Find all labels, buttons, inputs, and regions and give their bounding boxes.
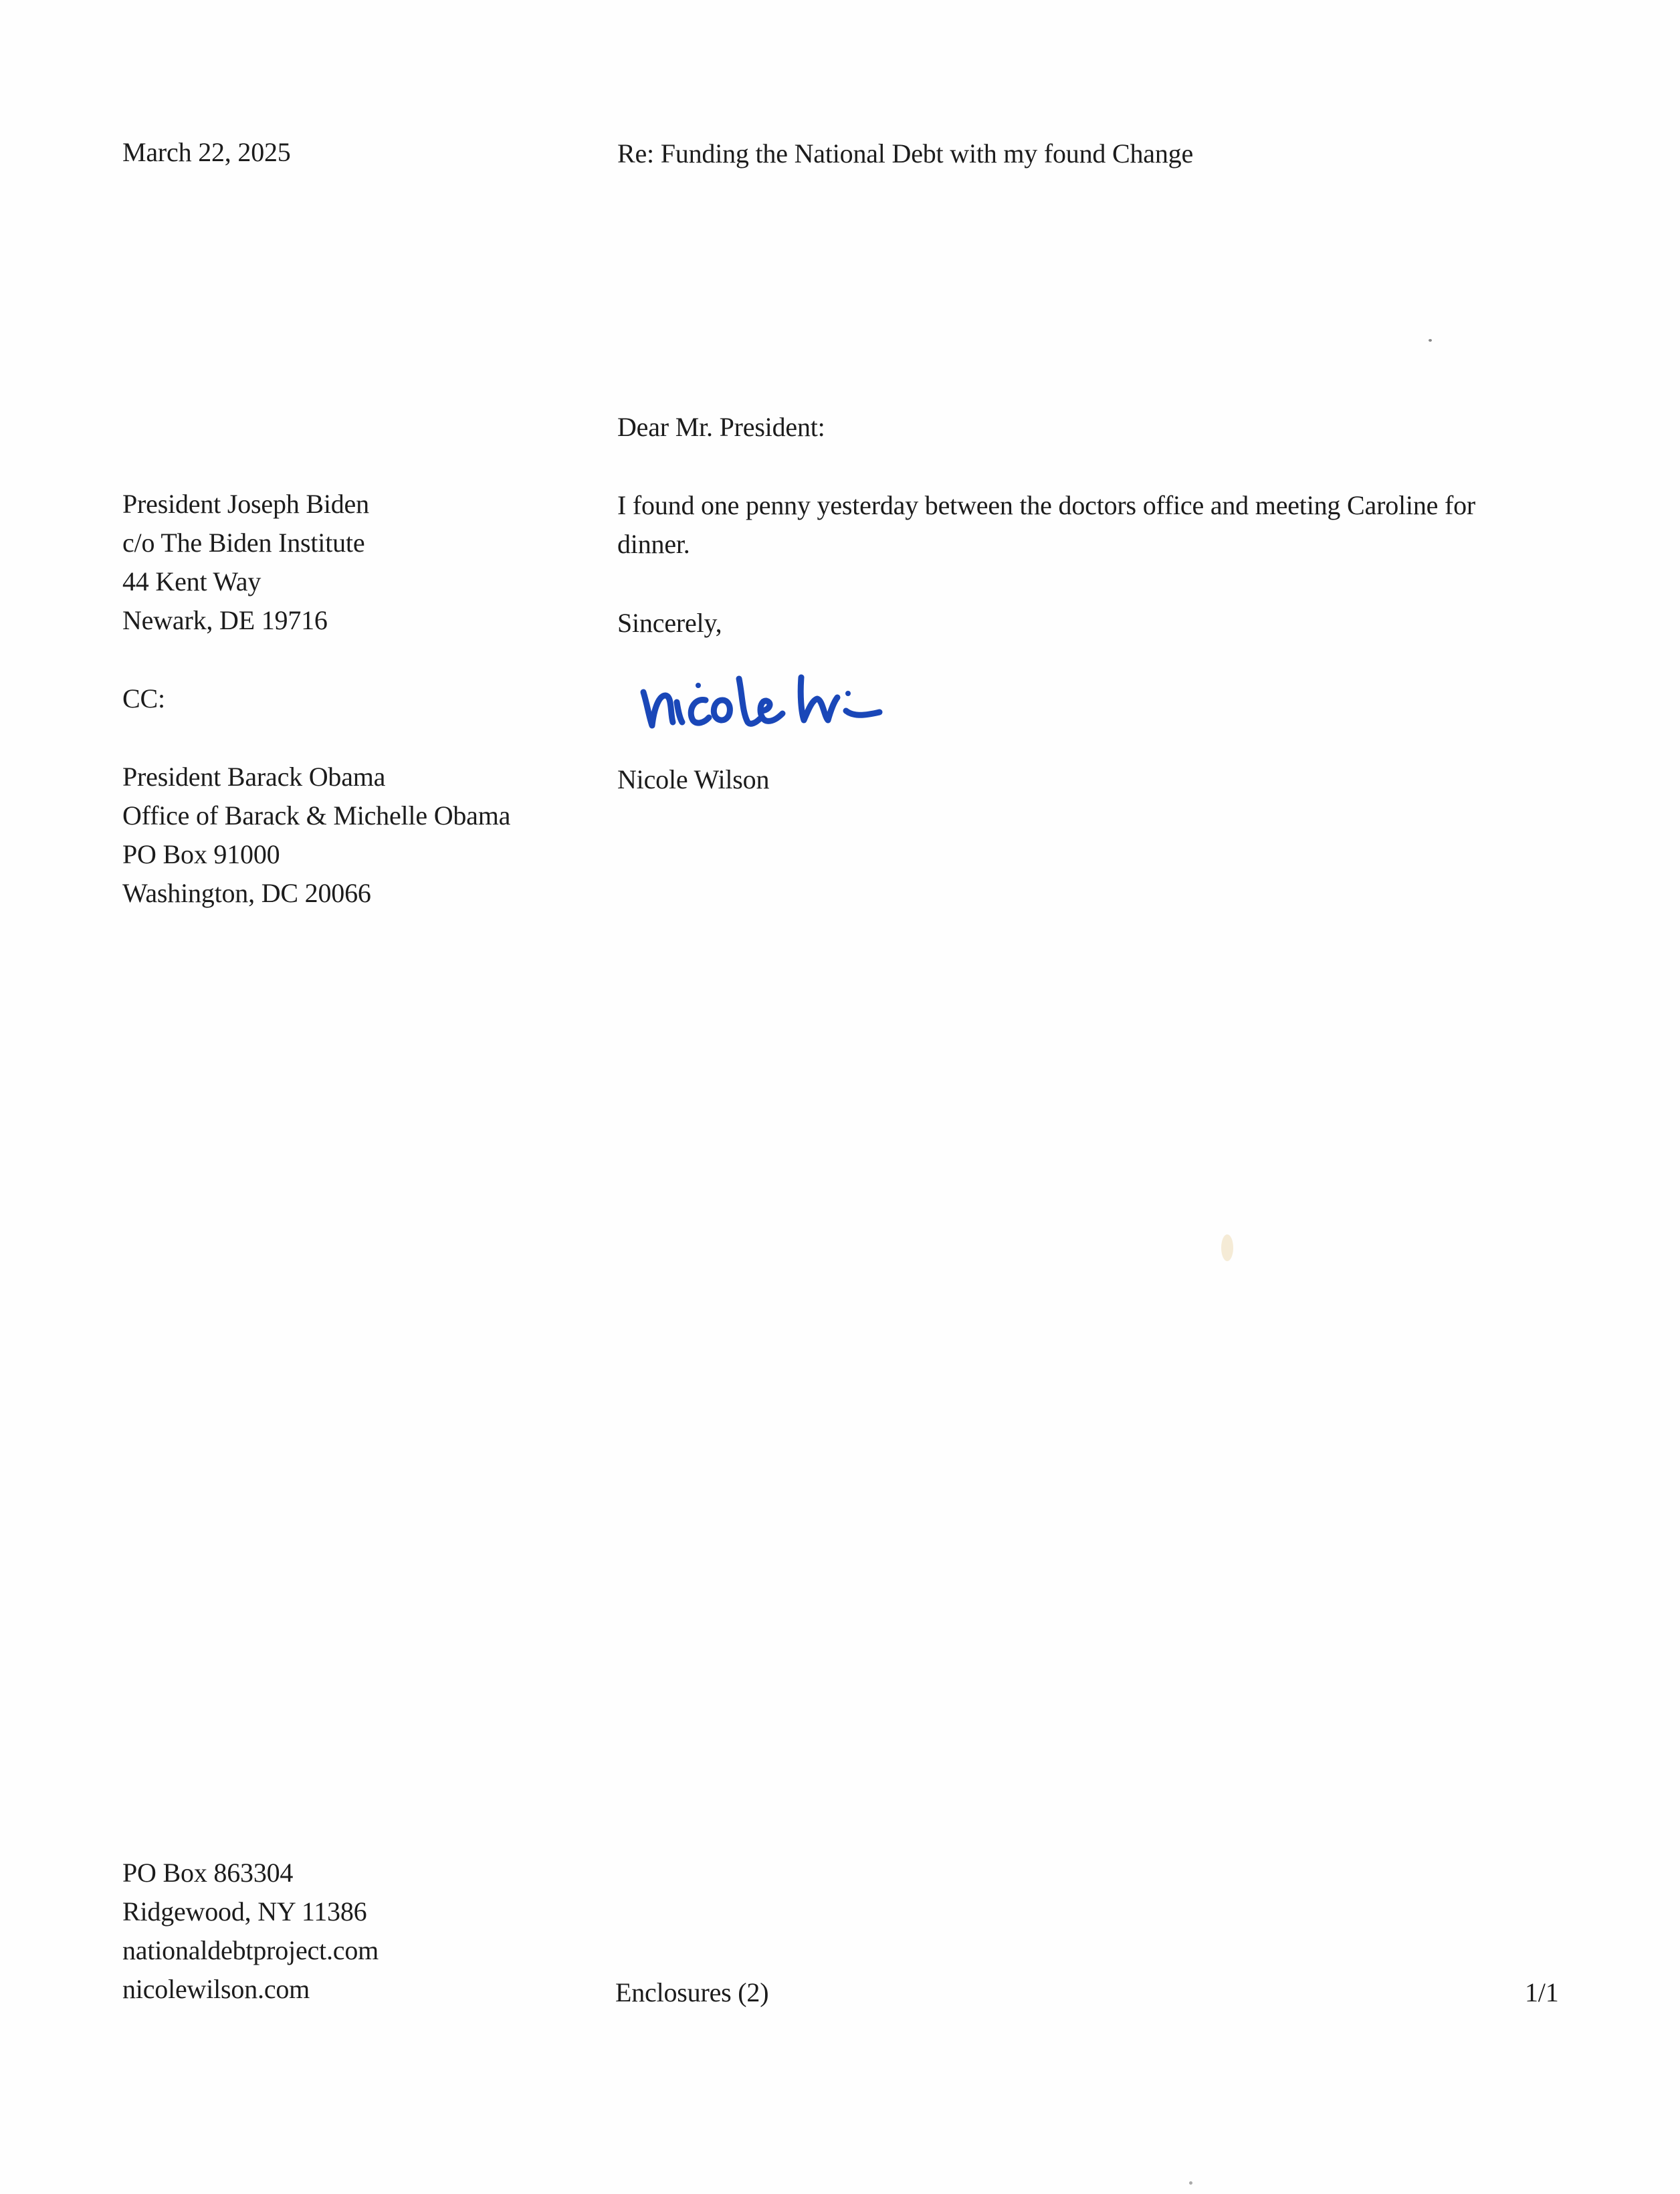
page-number: 1/1 [1525,1977,1559,2007]
website-link-personal: nicolewilson.com [122,1974,310,2004]
recipient-street: 44 Kent Way [122,566,261,596]
sender-name: Nicole Wilson [617,764,770,794]
recipient-name: President Joseph Biden [122,489,369,519]
recipient-city: Newark, DE 19716 [122,605,328,635]
enclosures-note: Enclosures (2) [615,1977,769,2007]
closing: Sincerely, [617,608,722,638]
recipient-care-of: c/o The Biden Institute [122,528,365,558]
letter-body: I found one penny yesterday between the doctors office and meeting Caroline for dinner. [617,490,1476,559]
cc-recipient-city: Washington, DC 20066 [122,878,371,908]
return-address [122,1854,379,2009]
paper-speck [1429,339,1432,342]
recipient-address [122,485,369,640]
paper-speck [1189,2181,1192,2185]
signature-image [635,659,956,739]
return-po-box: PO Box 863304 [122,1858,294,1888]
paper-stain [1221,1234,1233,1261]
cc-recipient-po-box: PO Box 91000 [122,839,280,869]
letter-date: March 22, 2025 [122,137,291,167]
cc-recipient-office: Office of Barack & Michelle Obama [122,800,511,831]
subject-line: Re: Funding the National Debt with my found Change [617,138,1193,169]
return-city: Ridgewood, NY 11386 [122,1896,367,1927]
salutation: Dear Mr. President: [617,412,825,442]
cc-label: CC: [122,683,165,714]
cc-recipient-address [122,758,510,913]
cc-recipient-name: President Barack Obama [122,762,386,792]
website-link-project: nationaldebtproject.com [122,1935,379,1965]
